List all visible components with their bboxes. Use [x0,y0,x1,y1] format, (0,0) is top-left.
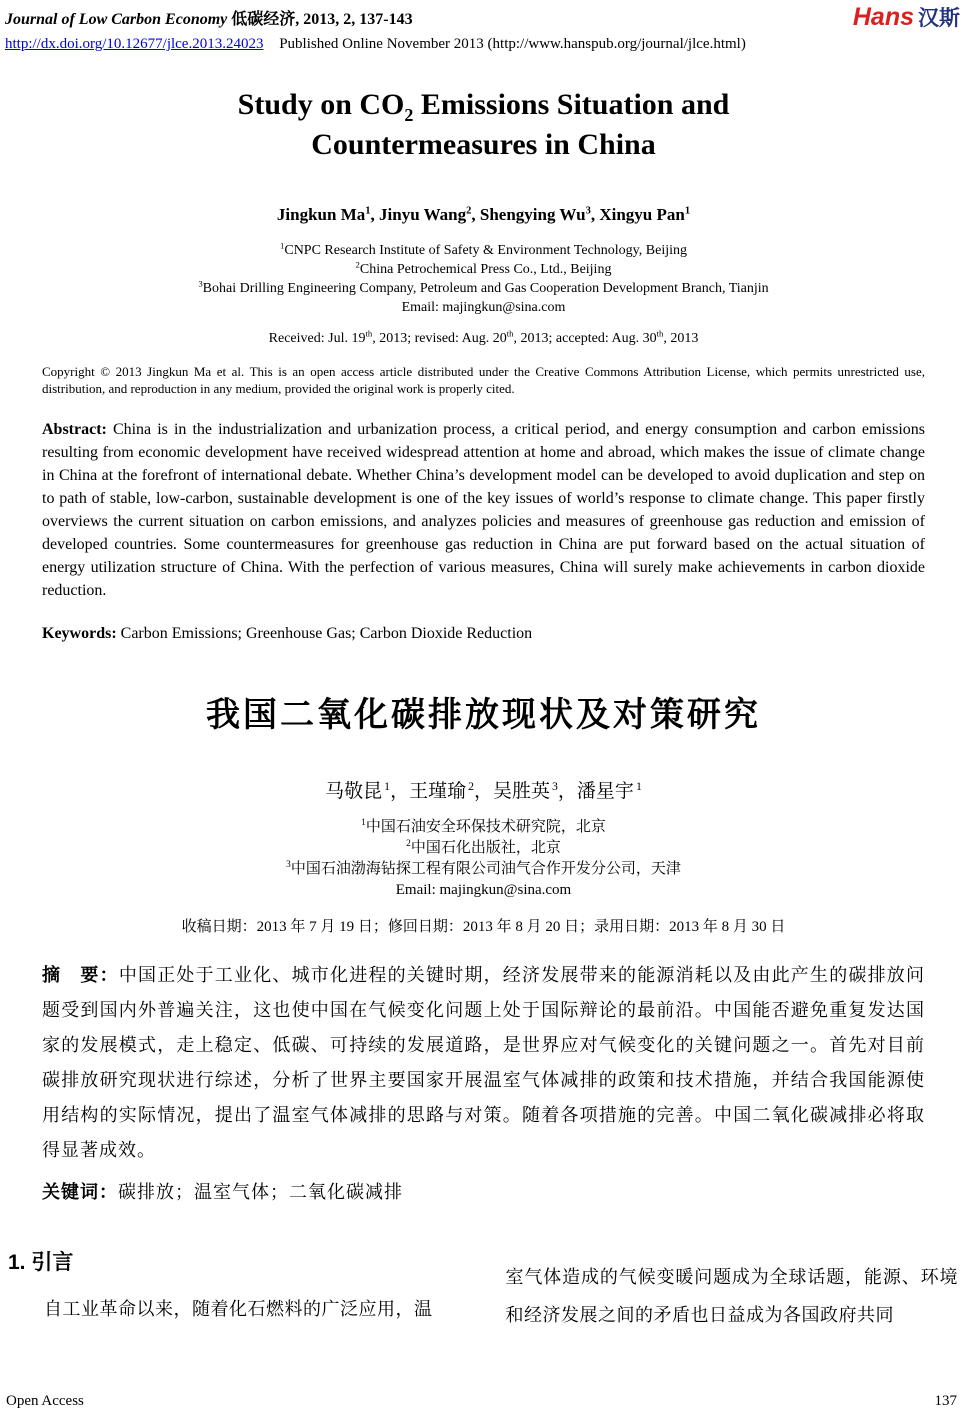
affiliations-en [42,241,925,317]
author-zh: 马敬昆 $^1$， [325,779,410,802]
doi-link[interactable]: http://dx.doi.org/10.12677/jlce.2013.24023 [5,36,264,52]
abstract-text: China is in the industrialization and urbanization process, a critical period, and energy consumption and carbon emissions resulting from economic development have received widespread attention at home and abroad, which makes the issue of climate change in China at the forefront of international debate. Whether China’s development model can be developed to avoid duplication and step on to path of stable, low-carbon, sustainable development is one of the key issues of world’s response to climate change. This paper firstly overviews the current situation on carbon emissions, and analyzes policies and measures of greenhouse gas reduction and emission of developed countries. Some countermeasures for greenhouse gas reduction in China are put forward based on the actual situation of energy utilization structure of China. With the perfection of various measures, China will surely make achievements in carbon dioxide reduction. [42,421,925,599]
affiliation-row: $^3$Bohai Drilling Engineering Company, Petroleum and Gas Cooperation Development Branch, Tianjin [198,278,769,296]
intro-paragraph-left: 自工业革命以来，随着化石燃料的广泛应用，温 [44,1299,433,1319]
email-line: Email: majingkun@sina.com [395,882,572,898]
affiliation-row: $^1$CNPC Research Institute of Safety & Environment Technology, Beijing [280,240,687,258]
article-title-en: Study on $CO_2$ Emissions Situation and Countermeasures in China [237,88,730,161]
page-footer [6,1393,957,1410]
journal-title-en: Journal of Low Carbon Economy [5,11,228,28]
keywords-en [42,622,925,645]
authors-en [42,205,925,225]
author-en: Jinyu Wang$^2$, [379,205,480,224]
received-line: Received: Jul. 19th, 2013; revised: Aug. 20th, 2013; accepted: Aug. 30th, 2013 [268,328,699,346]
affiliation-row: $^2$China Petrochemical Press Co., Ltd., Beijing [355,259,612,277]
authors-zh [42,776,925,803]
journal-title-zh: 低碳经济, 2013, 2, 137-143 [231,11,413,28]
column-right [506,1246,959,1334]
keywords-label: Keywords: [42,625,117,642]
dates-line-zh: 收稿日期：2013 年 7 月 19 日；修回日期：2013 年 8 月 20 日；录用日期：2013 年 8 月 30 日 [181,919,786,935]
author-zh: 王瑾瑜 $^2$， [409,779,493,802]
abstract-text-zh: 中国正处于工业化、城市化进程的关键时期，经济发展带来的能源消耗以及由此产生的碳排放问题受到国内外普遍关注，这也使中国在气候变化问题上处于国际辩论的最前沿。中国能否避免重复发达国家的发展模式，走上稳定、低碳、可持续的发展道路，是世界应对气候变化的关键问题之一。首先对目前碳排放研究现状进行综述，分析了世界主要国家开展温室气体减排的政策和技术措施，并结合我国能源使用结构的实际情况，提出了温室气体减排的思路与对策。随着各项措施的完善。中国二氧化碳减排必将取得显著成效。 [42,965,926,1160]
abstract-zh [42,958,925,1168]
author-en: Jingkun Ma$^1$, [276,205,380,224]
keywords-label-zh: 关键词： [42,1182,118,1202]
affiliation-row: $^1$中国石油安全环保技术研究院，北京 [361,818,606,835]
affiliations-zh [42,817,925,901]
page-header [0,0,966,53]
affiliation-row: $^2$中国石化出版社，北京 [406,839,561,856]
hans-logo [853,4,960,34]
author-en: Xingyu Pan$^1$ [599,205,691,224]
abstract-label-zh: 摘 要： [42,965,119,985]
author-en: Shengying Wu$^3$, [479,205,600,224]
hans-logo-en: Hans [852,3,914,31]
article-title-zh: 我国二氧化碳排放现状及对策研究 [206,696,761,734]
copyright-notice: Copyright © 2013 Jingkun Ma et al. This is an open access article distributed under the Creative Commons Attribution License, which permits unrestricted use, distribution, and reproduction in any medium, provided the original work is properly cited. [42,364,925,396]
hans-logo-zh: 汉斯 [918,7,960,30]
section-heading: 1. 引言 [8,1251,74,1274]
journal-title [5,4,413,29]
co2-subscript: 2 [404,105,414,125]
column-left [8,1246,461,1328]
introduction-section [8,1246,958,1334]
abstract-label: Abstract: [42,421,107,438]
email-line: Email: majingkun@sina.com [401,300,566,315]
open-access-label: Open Access [6,1393,84,1409]
keywords-zh [42,1178,925,1204]
author-zh: 潘星宇 $^1$ [576,779,642,802]
intro-paragraph-right: 室气体造成的气候变暖问题成为全球话题，能源、环境和经济发展之间的矛盾也日益成为各国政府共同 [505,1267,958,1325]
author-zh: 吴胜英 $^3$， [493,779,577,802]
front-matter [42,85,925,1204]
keywords-text: Carbon Emissions; Greenhouse Gas; Carbon Dioxide Reduction [116,625,533,642]
keywords-text-zh: 碳排放；温室气体；二氧化碳减排 [118,1182,403,1202]
page-number: 137 [934,1393,957,1409]
published-note: Published Online November 2013 (http://www.hanspub.org/journal/jlce.html) [279,36,746,52]
abstract-en [42,418,925,602]
affiliation-row: $^3$中国石油渤海钻探工程有限公司油气合作开发分公司，天津 [286,860,681,877]
